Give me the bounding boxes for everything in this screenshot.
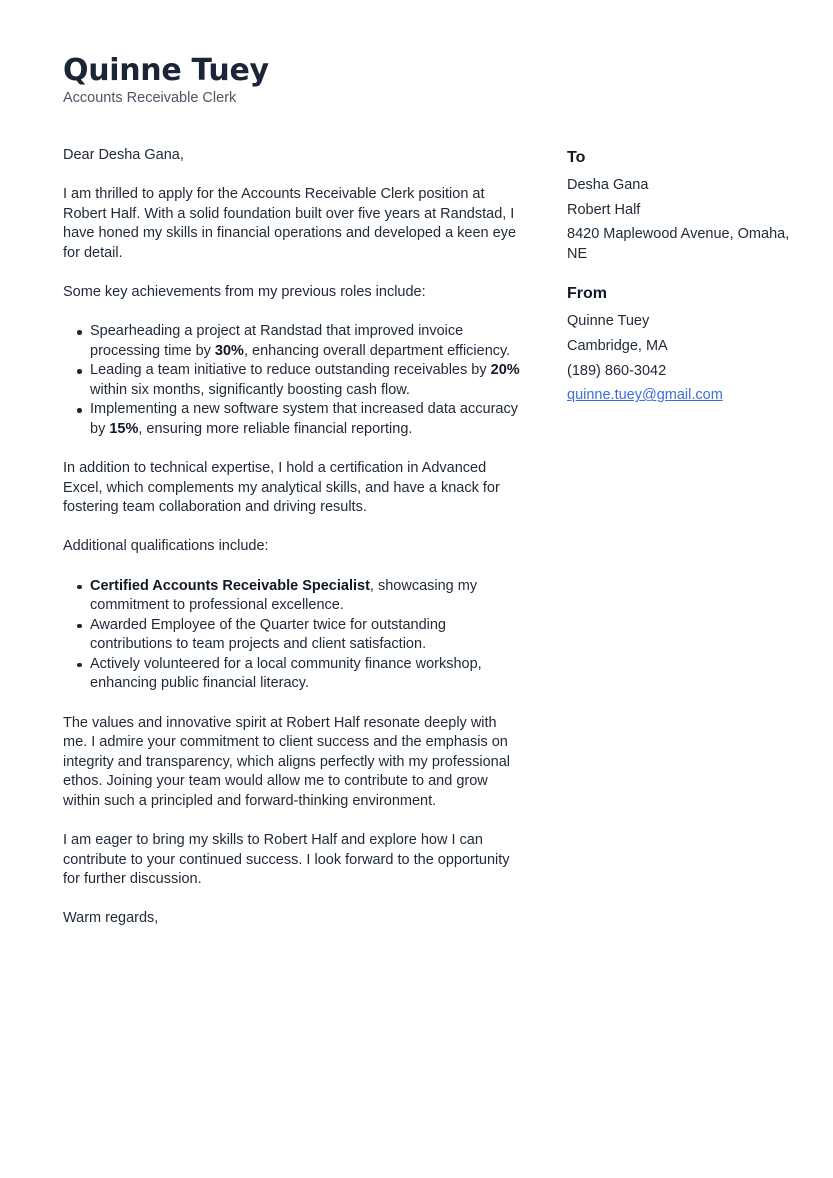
from-heading: From (567, 285, 607, 303)
recipient-address: 8420 Maplewood Avenue, Omaha, NE (567, 226, 790, 262)
list-item: Awarded Employee of the Quarter twice for outstanding contributions to team projects and client satisfaction. (90, 616, 523, 655)
salutation: Dear Desha Gana, (63, 147, 184, 163)
expertise-paragraph: In addition to technical expertise, I hold a certification in Advanced Excel, which complements my analytical skills, and have a knack for fostering team collaboration and driving results. (63, 460, 500, 516)
sender-phone: (189) 860-3042 (567, 362, 667, 379)
achievements-lead: Some key achievements from my previous roles include: (63, 283, 426, 300)
applicant-name: Quinne Tuey (63, 53, 269, 88)
sender-block (567, 284, 792, 405)
recipient-block (567, 148, 792, 264)
applicant-job-title: Accounts Receivable Clerk (63, 90, 237, 106)
sender-email-link[interactable]: quinne.tuey@gmail.com (567, 387, 723, 404)
intro-paragraph: I am thrilled to apply for the Accounts Receivable Clerk position at Robert Half. With a solid foundation built over five years at Randstad, I have honed my skills in financial operations and developed a keen eye for detail. (63, 186, 517, 261)
recipient-company: Robert Half (567, 201, 641, 218)
letter-header (63, 52, 269, 106)
recipient-name: Desha Gana (567, 177, 649, 193)
qualifications-list (63, 577, 523, 695)
contact-sidebar (567, 148, 792, 426)
list-item: Actively volunteered for a local community finance workshop, enhancing public financial literacy. (90, 655, 523, 694)
closing-paragraph: I am eager to bring my skills to Robert Half and explore how I can contribute to your continued success. I look forward to the opportunity for further discussion. (63, 832, 510, 888)
to-heading: To (567, 149, 586, 166)
achievements-list (63, 322, 523, 440)
list-item: Implementing a new software system that increased data accuracy by 15%, ensuring more reliable financial reporting. (90, 400, 523, 439)
list-item: Certified Accounts Receivable Specialist, showcasing my commitment to professional excellence. (90, 577, 523, 616)
sender-name: Quinne Tuey (567, 313, 650, 330)
list-item: Leading a team initiative to reduce outstanding receivables by 20% within six months, significantly boosting cash flow. (90, 361, 523, 400)
signoff: Warm regards, (63, 910, 159, 927)
qualifications-lead: Additional qualifications include: (63, 538, 269, 555)
letter-body (63, 146, 523, 948)
sender-location: Cambridge, MA (567, 337, 668, 354)
list-item: Spearheading a project at Randstad that improved invoice processing time by 30%, enhancing overall department efficiency. (90, 322, 523, 361)
values-paragraph: The values and innovative spirit at Robert Half resonate deeply with me. I admire your commitment to client success and the emphasis on integrity and transparency, which aligns perfectly with my professional ethos. Joining your team would allow me to contribute to and grow within such a principled and forward-thinking environment. (63, 714, 511, 809)
